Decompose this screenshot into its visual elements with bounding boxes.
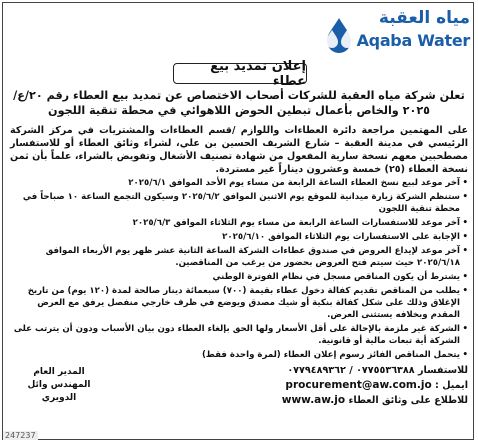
list-item: • ستنظم الشركة زيارة ميدانية للموقع يوم الاثنين الموافق ٢٠٢٥/٦/٢ وسيكون التجمع الساعة ١٠ صباحاً في محطة تنقية اللجون: [10, 191, 468, 215]
list-item: • يشترط أن يكون المناقص مسجل في نظام الفوترة الوطني: [10, 271, 468, 283]
body-paragraph: على المهتمين مراجعة دائرة العطاءات واللوازم /قسم العطاءات والمشتريات في مركز الشركة الرئيسي في مدينة العقبة – شارع الشريف الحسين بن علي، لشراء وثائق العطاء أو للاستفسار مصطحبين معهم نسخة سارية المفعول من شهادة تصنيف الأشغال وتفويض بالشراء، علماً بأن ثمن نسخة العطاء (٢٥) خمسة وعشرون ديناراً غير مستردة.: [10, 125, 468, 175]
list-item: • الإجابة على الاستفسارات يوم الثلاثاء الموافق ٢٠٢٥/٦/١٠: [10, 231, 468, 243]
phone-label: للاستفسار: [417, 365, 468, 376]
logo-arabic-name: مياه العقبة: [378, 8, 470, 28]
page-title: إعلان تمديد بيع عطاء: [210, 58, 306, 89]
list-item: • آخر موعد لبيع نسخ العطاء الساعة الرابعة من مساء يوم الأحد الموافق ٢٠٢٥/٦/١: [10, 177, 468, 189]
water-drops-logo-icon: [316, 16, 362, 56]
email-link[interactable]: procurement@aw.com.jo: [285, 379, 432, 391]
list-item: • آخر موعد لإيداع العروض في صندوق عطاءات الشركة الساعة الثانية عشر ظهر يوم الأربعاء الموافق ٢٠٢٥/٦/١٨ حيث سيتم فتح العروض بحضور من يرغب من المناقصين.: [10, 245, 468, 269]
conditions-list: [10, 177, 468, 363]
phone-line: [268, 364, 468, 378]
list-item: • آخر موعد للاستفسارات الساعة الرابعة من مساء يوم الثلاثاء الموافق ٢٠٢٥/٦/٣: [10, 217, 468, 229]
website-line: [268, 393, 468, 408]
intro-paragraph: تعلن شركة مياه العقبة للشركات أصحاب الاختصاص عن تمديد بيع العطاء رقم ٢٠/ع/٢٠٢٥ والخاص بأعمال تبطين الحوض اللاهوائي في محطة تنقية اللجون: [13, 89, 465, 117]
aqaba-water-logo: [310, 8, 470, 60]
email-line: [268, 378, 468, 393]
list-item: • الشركة غير ملزمة بالإحالة على أقل الأسعار ولها الحق بإلغاء العطاء دون بيان الأسباب ودون أن يترتب على الشركة أية تبعات مالية أو قانونية.: [10, 323, 468, 347]
list-item: • يطلب من المناقص تقديم كفالة دخول عطاء بقيمة (٧٠٠) سبعمائة دينار صالحة لمدة (١٢٠ يوم) من تاريخ الإغلاق وذلك على شكل كفالة بنكية أو شيك مصدق ويوضع في ظرف خارجي منفصل يرفق مع العرض المقدم وبخلافه يستثنى العرض.: [10, 285, 468, 321]
list-item: • يتحمل المناقص الفائز رسوم إعلان العطاء (لمرة واحدة فقط): [10, 349, 468, 361]
logo-english-name: Aqaba Water: [356, 31, 470, 50]
website-link[interactable]: www.aw.jo: [281, 394, 346, 406]
contact-block: [268, 364, 468, 408]
email-label: ايميل :: [435, 380, 468, 391]
signature-role: المدير العام: [33, 367, 85, 377]
phone-numbers: ٠٧٧٥٥٣٦٣٨٨ / ٠٧٧٩٤٨٩٣٦٢: [287, 365, 415, 376]
reference-number: 247237: [5, 431, 36, 440]
signature-block: [14, 366, 104, 405]
signature-name: المهندس وائل الدويري: [27, 380, 91, 403]
website-label: للاطلاع على وثائق العطاء: [348, 395, 468, 406]
title-box: [173, 58, 307, 89]
